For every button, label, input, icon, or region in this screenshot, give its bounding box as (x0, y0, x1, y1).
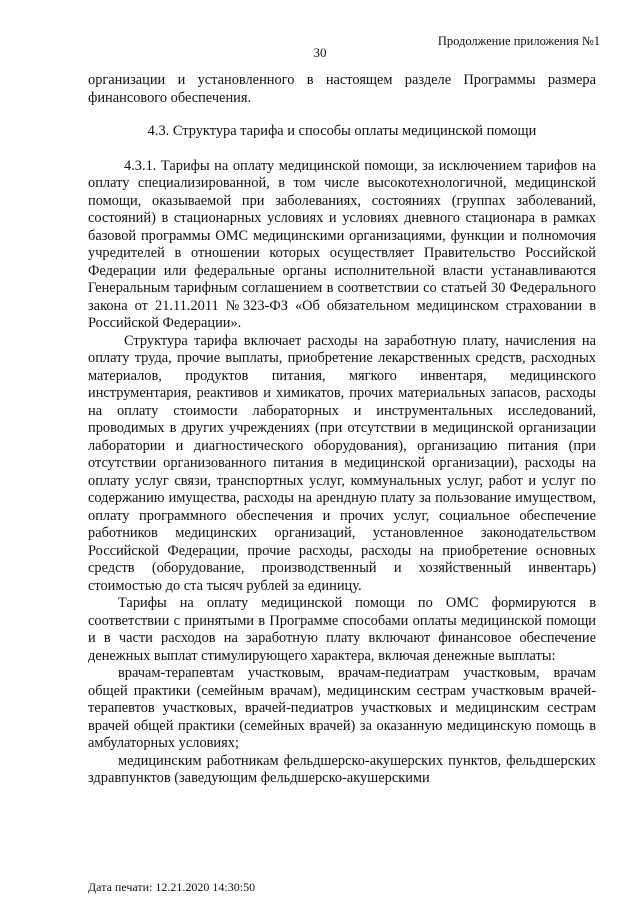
document-body (88, 72, 596, 788)
section-heading: 4.3. Структура тарифа и способы оплаты медицинской помощи (147, 123, 537, 139)
paragraph-district-doctors: врачам-терапевтам участковым, врачам-педиатрам участковым, врачам общей практики (семейным врачам), медицинским сестрам участковым врачей-терапевтов участковых, врачей-педиатров участковых и медицинским сестрам врачей общей практики (семейных врачей) за оказанную медицинскую помощь в амбулаторных условиях; (88, 665, 596, 751)
paragraph-continuation: организации и установленного в настоящем разделе Программы размера финансового обеспечения. (88, 72, 596, 106)
appendix-continuation-note: Продолжение приложения №1 (437, 34, 600, 48)
paragraph-oms-tariffs: Тарифы на оплату медицинской помощи по ОМС формируются в соответствии с принятыми в Программе способами оплаты медицинской помощи и в части расходов на заработную плату включают финансовое обеспечение денежных выплат стимулирующего характера, включая денежные выплаты: (88, 595, 596, 664)
paragraph-tariff-structure: Структура тарифа включает расходы на заработную плату, начисления на оплату труда, прочие выплаты, приобретение лекарственных средств, расходных материалов, продуктов питания, мягкого инвентаря, медицинского инструментария, реактивов и химикатов, прочих материальных запасов, расходы на оплату стоимости лабораторных и инструментальных исследований, проводимых в других учреждениях (при отсутствии в медицинской организации лаборатории и диагностического оборудования), организацию питания (при отсутствии организованного питания в медицинской организации), расходы на оплату услуг связи, транспортных услуг, коммунальных услуг, работ и услуг по содержанию имущества, расходы на арендную плату за пользование имуществом, оплату программного обеспечения и прочих услуг, социальное обеспечение работников медицинских организаций, установленное законодательством Российской Федерации, прочие расходы, расходы на приобретение основных средств (оборудование, производственный и хозяйственный инвентарь) стоимостью до ста тысяч рублей за единицу. (88, 332, 596, 594)
print-date-footer: Дата печати: 12.21.2020 14:30:50 (88, 880, 256, 894)
paragraph-feldsher-workers: медицинским работникам фельдшерско-акушерских пунктов, фельдшерских здравпунктов (заведующим фельдшерско-акушерскими (88, 752, 596, 786)
paragraph-4-3-1: 4.3.1. Тарифы на оплату медицинской помощи, за исключением тарифов на оплату специализированной, в том числе высокотехнологичной, медицинской помощи, оказываемой при заболеваниях, состояниях (группах заболеваний, состояний) в стационарных условиях и условиях дневного стационара в рамках базовой программы ОМС медицинскими организациями, функции и полномочия учредителей в отношении которых осуществляет Правительство Российской Федерации или федеральные органы исполнительной власти устанавливаются Генеральным тарифным соглашением в соответствии со статьей 30 Федерального закона от 21.11.2011 №323-ФЗ «Об обязательном медицинском страховании в Российской Федерации». (88, 157, 596, 331)
page-number: 30 (313, 45, 327, 60)
